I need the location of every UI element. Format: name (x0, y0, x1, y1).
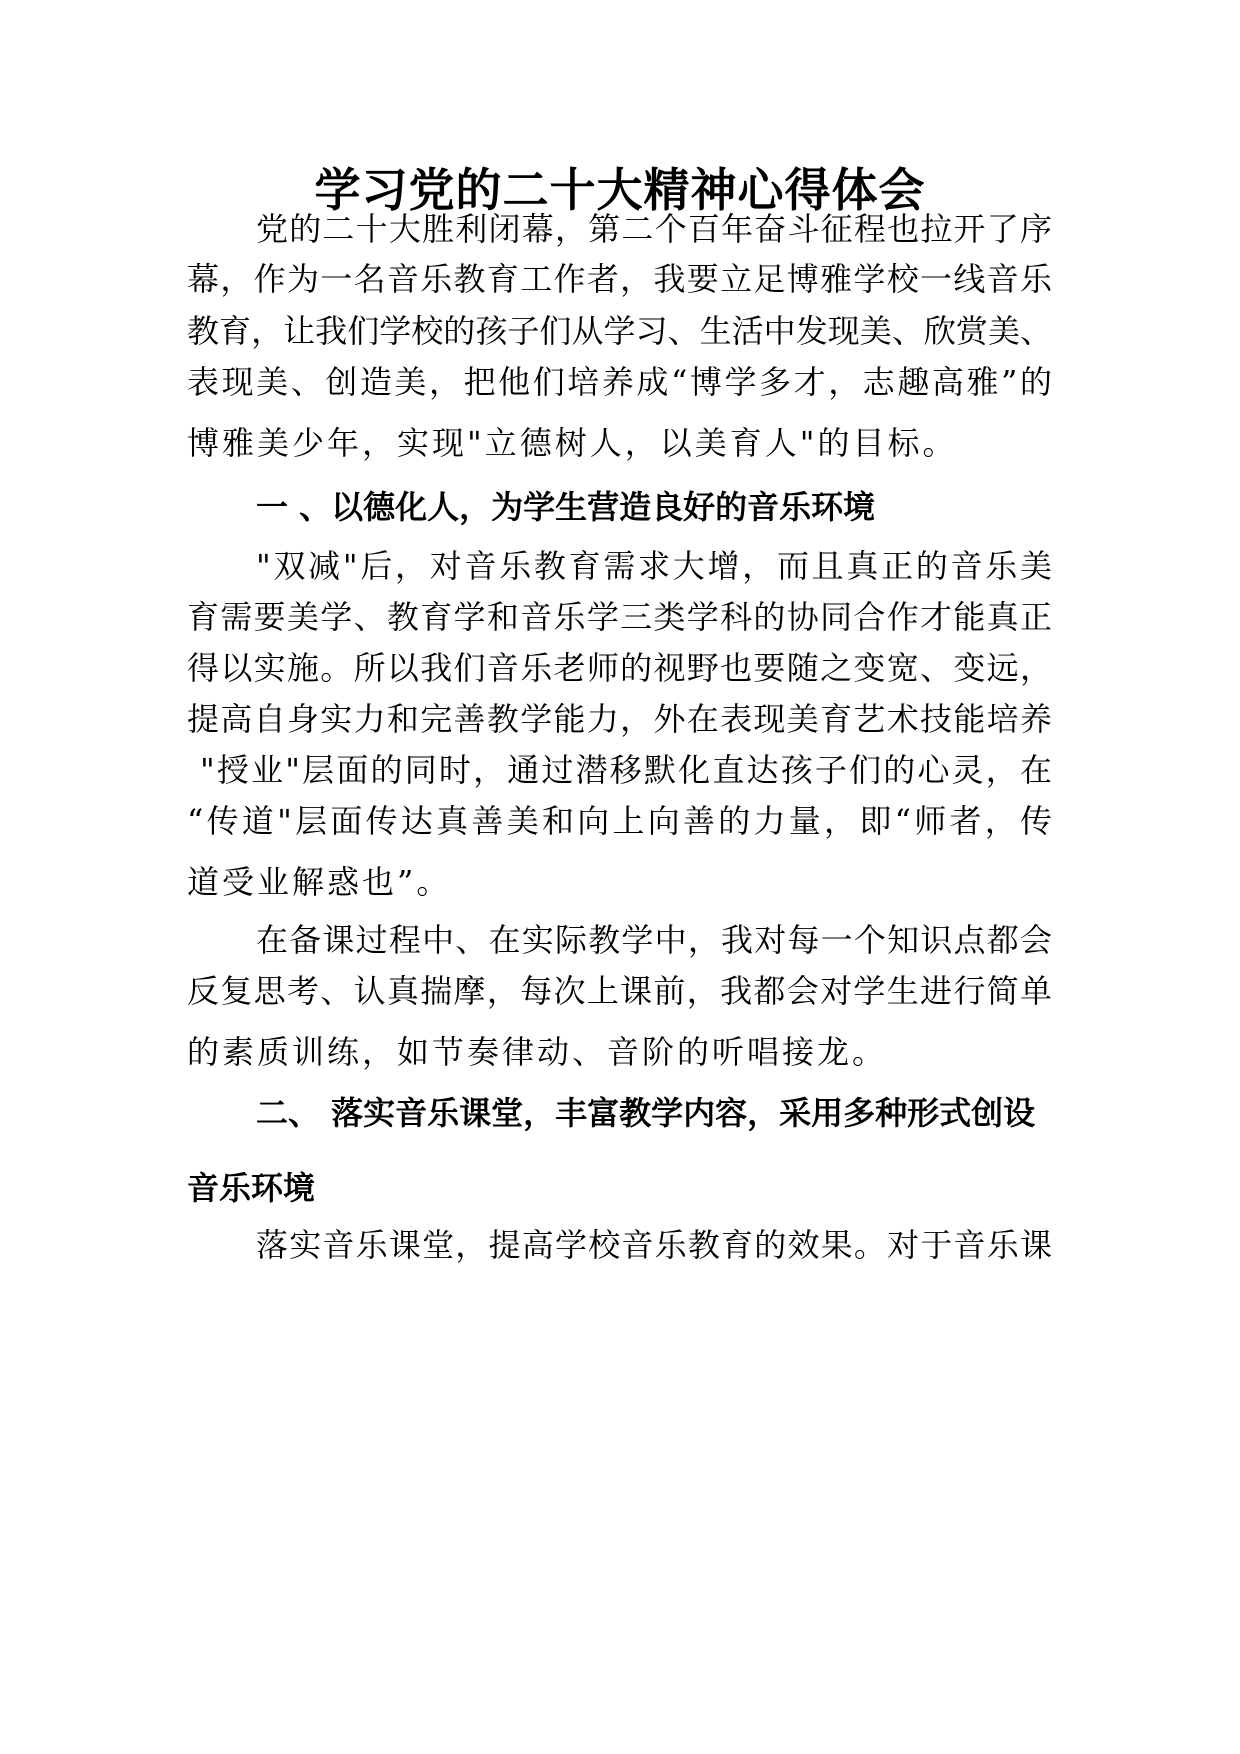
paragraph-line: "双减"后，对音乐教育需求大增，而且真正的音乐美 (256, 547, 1052, 585)
paragraph-line: “传道"层面传达真善美和向上向善的力量，即“师者，传 (187, 802, 1052, 840)
paragraph-line: 育需要美学、教育学和音乐学三类学科的协同合作才能真正 (187, 598, 1052, 636)
paragraph-line: 反复思考、认真揣摩，每次上课前，我都会对学生进行简单 (187, 972, 1052, 1010)
paragraph-line: "授业"层面的同时，通过潜移默化直达孩子们的心灵，在 (200, 751, 1052, 789)
paragraph-line: 幕，作为一名音乐教育工作者，我要立足博雅学校一线音乐 (187, 260, 1052, 298)
paragraph-line: 的素质训练，如节奏律动、音阶的听唱接龙。 (187, 1033, 888, 1071)
document-title: 学习党的二十大精神心得体会 (314, 163, 926, 217)
paragraph-line: 在备课过程中、在实际教学中，我对每一个知识点都会 (256, 921, 1052, 959)
paragraph-line: 道受业解惑也”。 (187, 863, 452, 901)
paragraph-line: 博雅美少年，实现"立德树人，以美育人"的目标。 (187, 424, 958, 462)
paragraph-line: 党的二十大胜利闭幕，第二个百年奋斗征程也拉开了序 (256, 210, 1052, 248)
paragraph-line: 教育，让我们学校的孩子们从学习、生活中发现美、欣赏美、 (187, 312, 1052, 350)
paragraph-line: 表现美、创造美，把他们培养成“博学多才，志趣高雅”的 (187, 363, 1052, 401)
paragraph-line: 得以实施。所以我们音乐老师的视野也要随之变宽、变远， (187, 649, 1052, 687)
paragraph-line: 落实音乐课堂，提高学校音乐教育的效果。对于音乐课 (256, 1226, 1052, 1264)
paragraph-line: 提高自身实力和完善教学能力，外在表现美育艺术技能培养 (187, 700, 1052, 738)
section-heading-1: 一 、以德化人，为学生营造良好的音乐环境 (256, 488, 876, 526)
section-heading-2-continued: 音乐环境 (187, 1169, 316, 1207)
section-heading-2: 二、 落实音乐课堂，丰富教学内容，采用多种形式创设 (256, 1094, 1036, 1132)
